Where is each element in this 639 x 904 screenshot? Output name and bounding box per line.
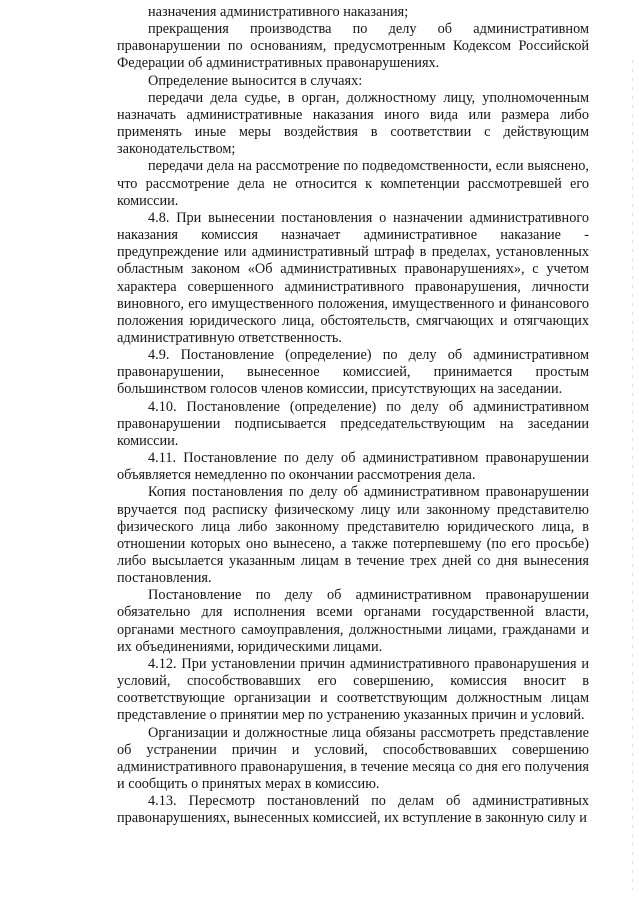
paragraph-4-12: 4.12. При установлении причин административного правонарушения и условий, способствовавших его совершению, комиссия вносит в соответствующие организации и соответствующим должностным лицам представление о принятии мер по устранению указанных причин и условий. [117, 655, 589, 724]
paragraph-4-13: 4.13. Пересмотр постановлений по делам об административных правонарушениях, вынесенных комиссией, их вступление в законную силу и [117, 793, 589, 827]
paragraph-transfer-jurisdiction: передачи дела на рассмотрение по подведомственности, если выяснено, что рассмотрение дела не относится к компетенции рассмотревшей его комиссии. [117, 158, 589, 209]
paragraph-imposition-line: назначения административного наказания; [148, 4, 409, 20]
paragraph-organizations-obliged: Организации и должностные лица обязаны рассмотреть представление об устранении причин и условий, способствовавших совершению административного правонарушения, в течение месяца со дня его получения и сообщить о принятых мерах в комиссию. [117, 724, 589, 793]
paragraph-4-10: 4.10. Постановление (определение) по делу об административном правонарушении подписывается председательствующим на заседании комиссии. [117, 398, 589, 449]
paragraph-transfer-to-judge: передачи дела судье, в орган, должностному лицу, уполномоченным назначать административные наказания иного вида или размера либо применять иные меры воздействия в соответствии с действующим законодательством; [117, 89, 589, 158]
scan-edge-mark [632, 60, 633, 890]
paragraph-4-9: 4.9. Постановление (определение) по делу об административном правонарушении, вынесенное комиссией, принимается простым большинством голосов членов комиссии, присутствующих на заседании. [117, 347, 589, 398]
paragraph-binding-force: Постановление по делу об административном правонарушении обязательно для исполнения всеми органами государственной власти, органами местного самоуправления, должностными лицами, гражданами и их объединениями, юридическими лицами. [117, 587, 589, 655]
paragraph-4-11: 4.11. Постановление по делу об административном правонарушении объявляется немедленно по окончании рассмотрения дела. [117, 450, 589, 484]
paragraph-4-8: 4.8. При вынесении постановления о назначении административного наказания комиссия назначает административное наказание - предупреждение или административный штраф в пределах, установленных областным законом «Об административных правонарушениях», с учетом характера совершенного административного правонарушения, личности виновного, его имущественного положения, имущественного и финансового положения юридического лица, обстоятельств, смягчающих и отягчающих административную ответственность. [117, 209, 589, 346]
paragraph-ruling-cases: Определение выносится в случаях: [148, 72, 363, 89]
paragraph-termination: прекращения производства по делу об административном правонарушении по основаниям, предусмотренным Кодексом Российской Федерации об административных правонарушениях. [117, 21, 589, 72]
paragraph-copy-delivery: Копия постановления по делу об административном правонарушении вручается под расписку физическому лицу или законному представителю физического лица либо законному представителю юридического лица, в отношении которых оно вынесено, а также потерпевшему (по его просьбе) либо высылается указанным лицам в течение трех дней со дня вынесения постановления. [117, 484, 589, 587]
